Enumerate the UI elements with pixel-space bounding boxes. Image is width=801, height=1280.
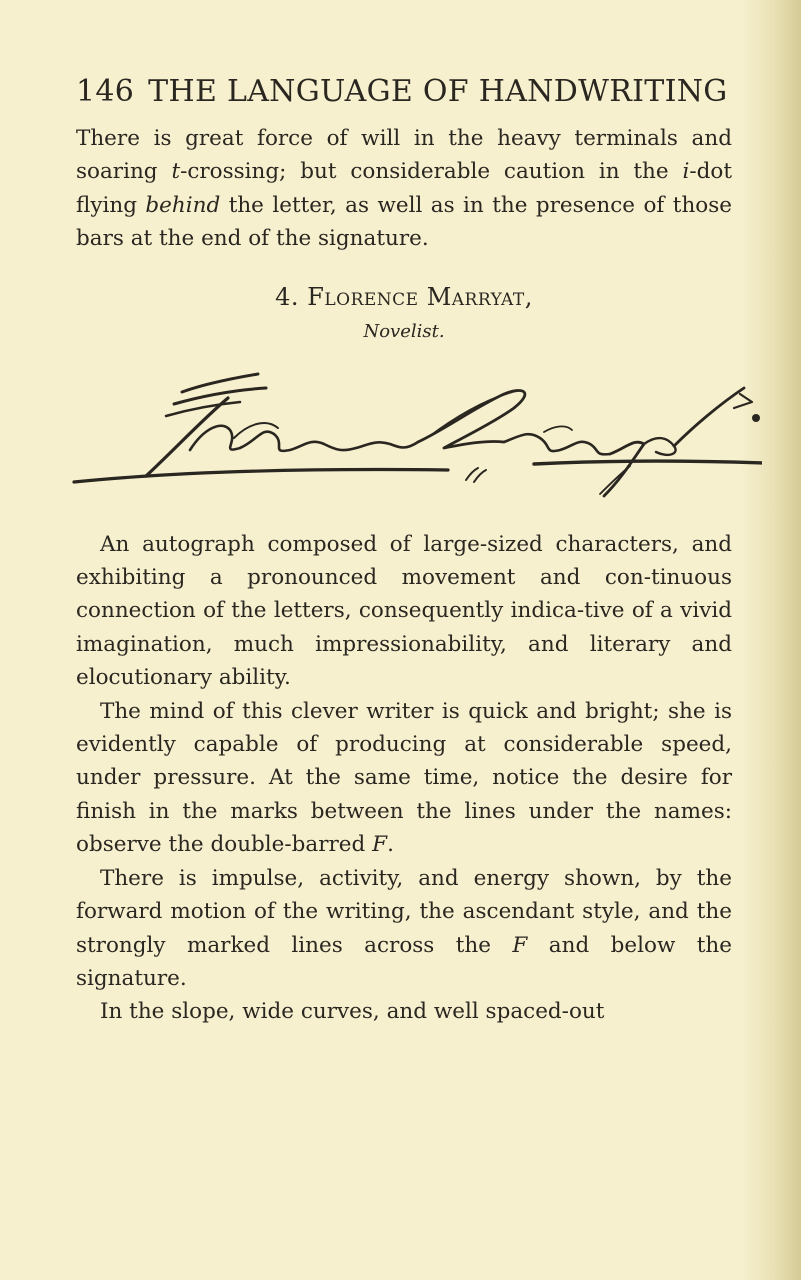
intro-text-4: the letter, as well as in the presence of those bars at the end of the signature. (76, 192, 732, 252)
paragraph-4: In the slope, wide curves, and well spaced-out (100, 999, 605, 1025)
intro-text-1: There is great force of will in the heavy terminals and soaring (76, 126, 732, 185)
intro-behind: behind (145, 192, 221, 218)
page-edge-shadow (741, 0, 801, 1280)
page-number: 146 (76, 74, 135, 109)
running-title: THE LANGUAGE OF HANDWRITING (148, 74, 728, 109)
paragraph-3 (76, 862, 732, 996)
intro-t-letter: t (171, 159, 181, 185)
signature-image (34, 358, 762, 508)
paragraph-2-f: F (372, 832, 388, 858)
paragraph-3-f: F (512, 932, 528, 958)
entry-occupation: Novelist. (363, 320, 445, 342)
entry-name: Florence Marryat, (307, 282, 533, 311)
paragraph-3-end: and below the signature. (76, 932, 732, 991)
running-header (76, 72, 732, 112)
intro-text-2: -crossing; but considerable caution in the (180, 159, 683, 185)
book-page (76, 72, 732, 1029)
intro-paragraph (76, 122, 732, 256)
paragraph-2-end: . (387, 832, 394, 858)
paragraph-2-text: The mind of this clever writer is quick and bright; she is evidently capable of producing at considerable speed, under pressure. At the same time, notice the desire for finish in the marks between the lines under the names: observe the double-barred (76, 698, 732, 858)
intro-i-letter: i (682, 159, 690, 185)
entry-number: 4. (275, 282, 300, 311)
paragraph-2 (76, 695, 732, 862)
paragraph-3-text: There is impulse, activity, and energy shown, by the forward motion of the writing, the ascendant style, and the strongly marked lines across the (76, 865, 732, 958)
paragraph-1: An autograph composed of large-sized characters, and exhibiting a pronounced movement and con-tinuous connection of the letters, consequently indica-tive of a vivid imagination, much impressionability, and literary and elocutionary ability. (76, 531, 732, 691)
entry-heading (76, 280, 732, 314)
intro-text-3: -dot flying (76, 159, 732, 218)
